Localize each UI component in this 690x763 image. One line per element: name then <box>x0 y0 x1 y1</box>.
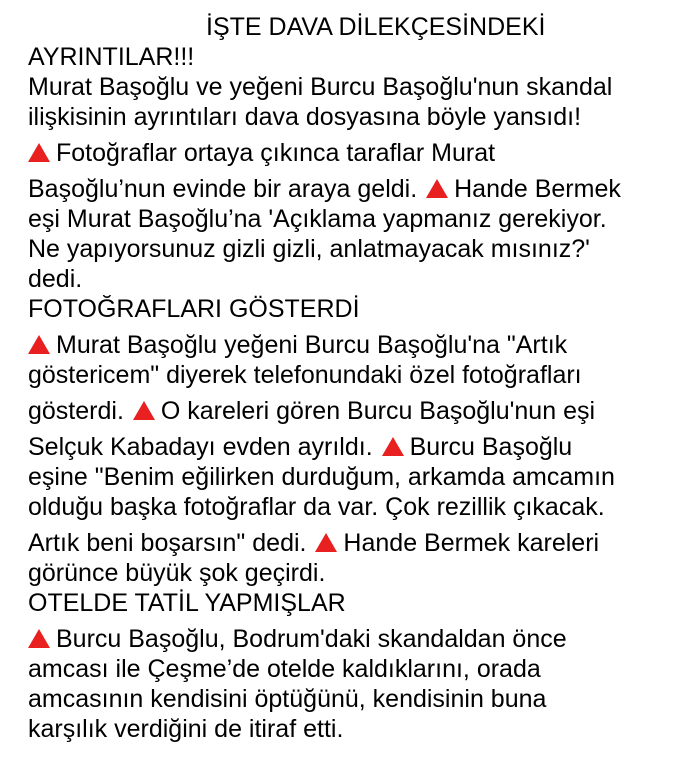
red-triangle-icon <box>382 437 404 456</box>
intro-line-2: ilişkisinin ayrıntıları dava dosyasına böyle yansıdı! <box>28 103 582 131</box>
paragraph-line: Artık beni boşarsın" dedi. Hande Bermek kareleri <box>28 529 600 557</box>
red-triangle-icon <box>28 629 50 648</box>
red-triangle-icon <box>28 143 50 162</box>
headline-line-2: AYRINTILAR!!! <box>28 43 195 71</box>
paragraph-line: Murat Başoğlu yeğeni Burcu Başoğlu'na "Artık <box>28 330 678 360</box>
paragraph-line: eşine "Benim eğilirken durduğum, arkamda amcamın <box>28 463 615 491</box>
paragraph-line: Başoğlu’nun evinde bir araya geldi. Hande Bermek <box>28 175 621 203</box>
post-text <box>28 12 678 744</box>
red-triangle-icon <box>426 179 448 198</box>
headline-line-1: İŞTE DAVA DİLEKÇESİNDEKİ <box>206 13 546 41</box>
paragraph-line: görünce büyük şok geçirdi. <box>28 559 326 587</box>
paragraph-line: amcasının kendisini öptüğünü, kendisinin buna <box>28 685 547 713</box>
paragraph-line: Fotoğraflar ortaya çıkınca taraflar Murat <box>28 138 678 168</box>
red-triangle-icon <box>28 335 50 354</box>
red-triangle-icon <box>315 533 337 552</box>
paragraph-line: göstericem" diyerek telefonundaki özel fotoğrafları <box>28 361 582 389</box>
red-triangle-icon <box>133 401 155 420</box>
section-heading-photos: FOTOĞRAFLARI GÖSTERDİ <box>28 295 360 323</box>
paragraph-line: eşi Murat Başoğlu’na 'Açıklama yapmanız gerekiyor. <box>28 205 607 233</box>
paragraph-line: Selçuk Kabadayı evden ayrıldı. Burcu Başoğlu <box>28 433 573 461</box>
section-heading-hotel: OTELDE TATİL YAPMIŞLAR <box>28 589 346 617</box>
paragraph-line: karşılık verdiğini de itiraf etti. <box>28 715 344 743</box>
paragraph-line: Ne yapıyorsunuz gizli gizli, anlatmayacak mısınız?' <box>28 235 590 263</box>
paragraph-line: gösterdi. O kareleri gören Burcu Başoğlu'nun eşi <box>28 397 596 425</box>
paragraph-line: Burcu Başoğlu, Bodrum'daki skandaldan önce <box>28 624 678 654</box>
paragraph-line: olduğu başka fotoğraflar da var. Çok rezillik çıkacak. <box>28 493 605 521</box>
paragraph-line: amcası ile Çeşme’de otelde kaldıklarını, orada <box>28 655 541 683</box>
intro-line-1: Murat Başoğlu ve yeğeni Burcu Başoğlu'nun skandal <box>28 73 613 101</box>
paragraph-line: dedi. <box>28 265 83 293</box>
